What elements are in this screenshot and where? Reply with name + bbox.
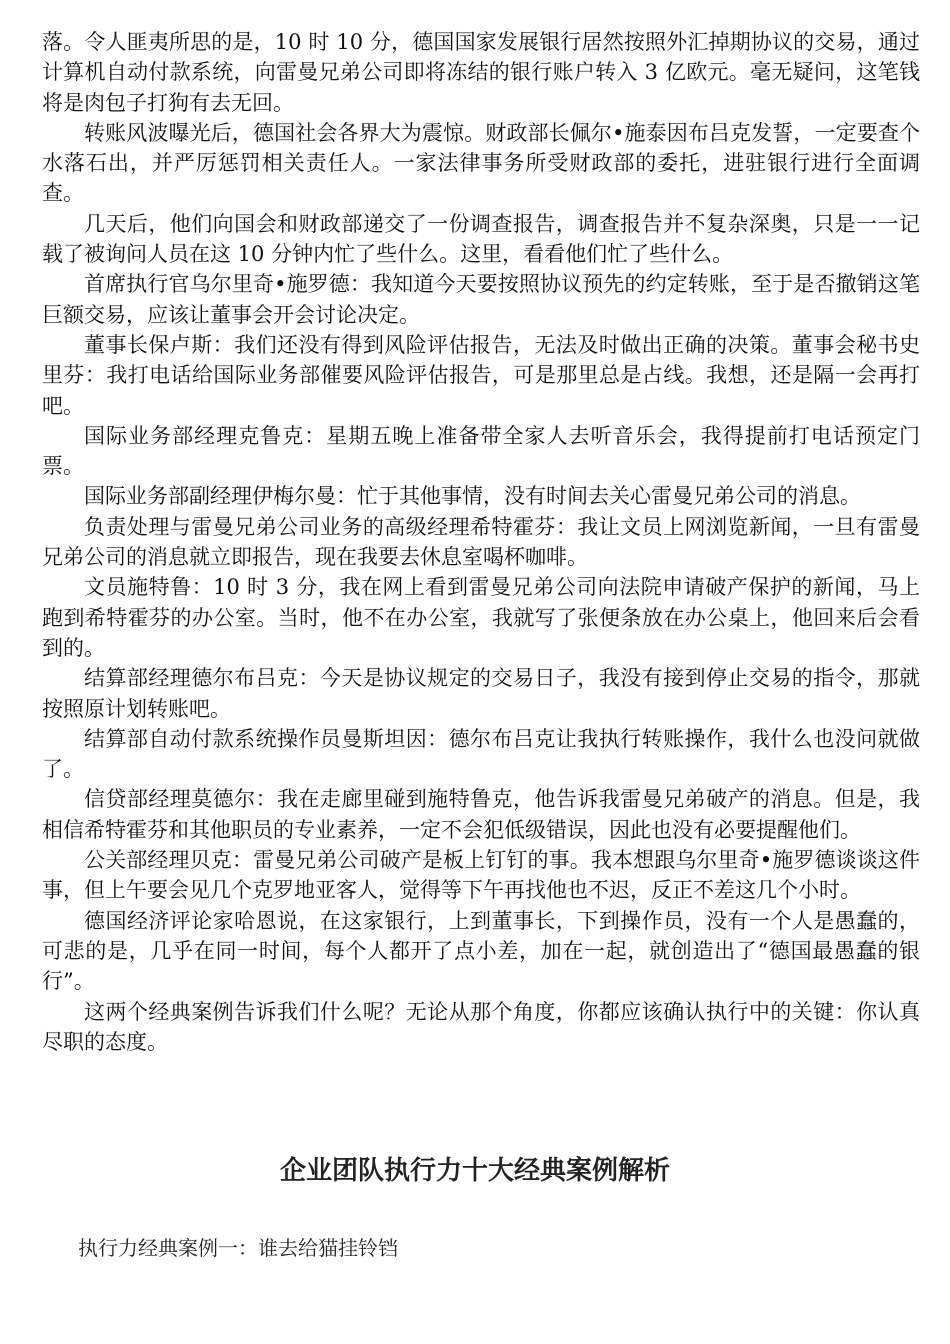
paragraph-1: 落。令人匪夷所思的是，10 时 10 分，德国国家发展银行居然按照外汇掉期协议的交易，通过计算机自动付款系统，向雷曼兄弟公司即将冻结的银行账户转入 3 亿欧元。毫无疑问，这笔钱将是肉包子打狗有去无回。 [42,30,920,115]
paragraph-6: 国际业务部经理克鲁克：星期五晚上准备带全家人去听音乐会，我得提前打电话预定门票。 [42,423,920,479]
paragraph-15: 这两个经典案例告诉我们什么呢？无论从那个角度，你都应该确认执行中的关键：你认真尽职的态度。 [42,999,920,1054]
paragraph-7: 国际业务部副经理伊梅尔曼：忙于其他事情，没有时间去关心雷曼兄弟公司的消息。 [84,484,861,509]
case-title: 执行力经典案例一：谁去给猫挂铃铛 [78,1236,398,1260]
paragraph-2: 转账风波曝光后，德国社会各界大为震惊。财政部长佩尔•施泰因布吕克发誓，一定要查个水落石出，并严厉惩罚相关责任人。一家法律事务所受财政部的委托，进驻银行进行全面调查。 [42,120,920,206]
paragraph-3: 几天后，他们向国会和财政部递交了一份调查报告，调查报告并不复杂深奥，只是一一记载了被询问人员在这 10 分钟内忙了些什么。这里，看看他们忙了些什么。 [42,211,920,267]
paragraph-14: 德国经济评论家哈恩说，在这家银行，上到董事长，下到操作员，没有一个人是愚蠢的，可悲的是，几乎在同一时间，每个人都开了点小差，加在一起，就创造出了“德国最愚蠢的银行”。 [42,908,920,994]
paragraph-5: 董事长保卢斯：我们还没有得到风险评估报告，无法及时做出正确的决策。董事会秘书史里芬：我打电话给国际业务部催要风险评估报告，可是那里总是占线。我想，还是隔一会再打吧。 [42,332,920,418]
paragraph-10: 结算部经理德尔布吕克：今天是协议规定的交易日子，我没有接到停止交易的指令，那就按照原计划转账吧。 [42,666,920,721]
paragraph-8: 负责处理与雷曼兄弟公司业务的高级经理希特霍芬：我让文员上网浏览新闻，一旦有雷曼兄弟公司的消息就立即报告，现在我要去休息室喝杯咖啡。 [42,514,920,570]
paragraph-11: 结算部自动付款系统操作员曼斯坦因：德尔布吕克让我执行转账操作，我什么也没问就做了。 [42,726,920,782]
paragraph-9: 文员施特鲁：10 时 3 分，我在网上看到雷曼兄弟公司向法院申请破产保护的新闻，马上跑到希特霍芬的办公室。当时，他不在办公室，我就写了张便条放在办公桌上，他回来后会看到的。 [42,575,920,660]
paragraph-12: 信贷部经理莫德尔：我在走廊里碰到施特鲁克，他告诉我雷曼兄弟破产的消息。但是，我相信希特霍芬和其他职员的专业素养，一定不会犯低级错误，因此也没有必要提醒他们。 [42,787,920,842]
document-body [42,27,920,1057]
paragraph-4: 首席执行官乌尔里奇•施罗德：我知道今天要按照协议预先的约定转账，至于是否撤销这笔巨额交易，应该让董事会开会讨论决定。 [42,272,920,327]
paragraph-13: 公关部经理贝克：雷曼兄弟公司破产是板上钉钉的事。我本想跟乌尔里奇•施罗德谈谈这件事，但上午要会见几个克罗地亚客人，觉得等下午再找他也不迟，反正不差这几个小时。 [42,848,920,903]
section-heading: 企业团队执行力十大经典案例解析 [279,1156,670,1186]
